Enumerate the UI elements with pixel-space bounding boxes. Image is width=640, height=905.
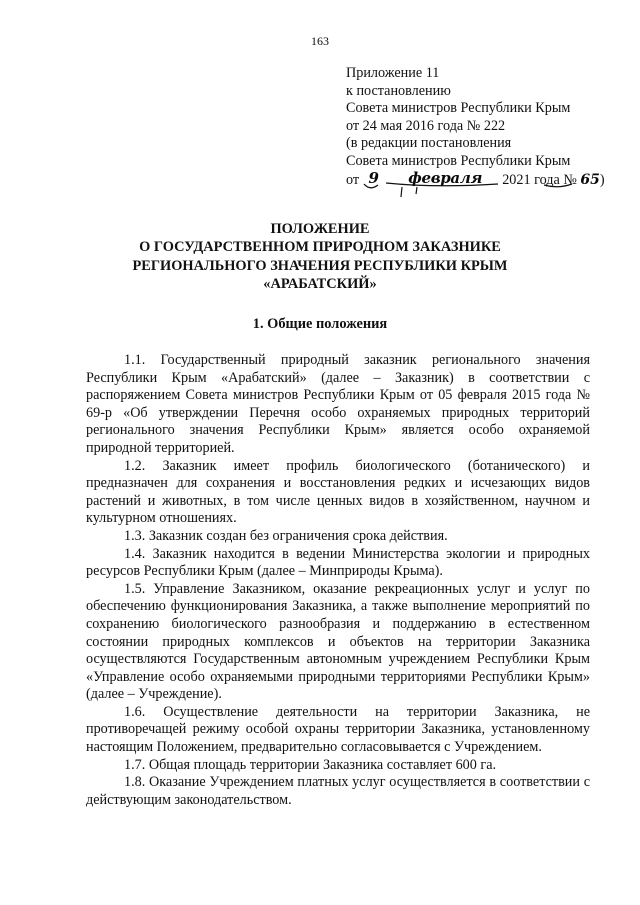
appendix-date-suffix: ) [599,171,605,188]
appendix-year: 2021 года № [502,171,577,188]
title-line: ПОЛОЖЕНИЕ [270,221,370,237]
paragraph-1-7: 1.7. Общая площадь территории Заказника составляет 600 га. [124,756,497,773]
page-number: 163 [311,34,329,48]
appendix-line: Приложение 11 [346,65,440,81]
paragraph-1-8: 1.8. Оказание Учреждением платных услуг осуществляется в соответствии с действующим законодательством. [86,774,590,808]
appendix-date-prefix: от [346,171,360,188]
title-line: О ГОСУДАРСТВЕННОМ ПРИРОДНОМ ЗАКАЗНИКЕ [139,239,501,256]
appendix-line: Совета министров Республики Крым [346,152,571,169]
appendix-line: к постановлению [346,82,451,99]
handwritten-month: февраля [408,168,483,187]
handwriting-underline-icon [346,183,596,209]
handwritten-number: 65 [580,171,600,188]
paragraph-1-5: 1.5. Управление Заказником, оказание рекреационных услуг и услуг по обеспечению функционирования Заказника, а также выполнение мероприятий по сохранению биологического разнообразия и поддержанию в естественном состоянии природных комплексов и объектов на территории Заказника осуществляются Государственным автономным учреждением Республики Крым «Управление особо охраняемыми природными территориями Республики Крым» (далее – Учреждение). [86,580,590,703]
document-body [86,352,590,809]
appendix-line: от 24 мая 2016 года № 222 [346,117,506,134]
paragraph-1-2: 1.2. Заказник имеет профиль биологического (ботанического) и предназначен для сохранения и восстановления редких и исчезающих видов растений и животных, в том числе ценных видов в хозяйственном, научном и культурном отношениях. [86,457,590,527]
title-line: «АРАБАТСКИЙ» [263,276,377,293]
paragraph-1-1: 1.1. Государственный природный заказник регионального значения Республики Крым «Арабатский» (далее – Заказник) в соответствии с распоряжением Совета министров Республики Крым от 05 февраля 2015 года № 69-р «Об утверждении Перечня особо охраняемых природных территорий регионального значения Республики Крым» является особо охраняемой природной территорией. [86,352,590,456]
document-title [0,220,640,294]
appendix-line: (в редакции постановления [346,135,512,152]
appendix-line: Совета министров Республики Крым [346,100,571,117]
paragraph-1-4: 1.4. Заказник находится в ведении Министерства экологии и природных ресурсов Республики Крым (далее – Минприроды Крыма). [86,545,590,580]
section-heading: 1. Общие положения [252,316,388,332]
handwritten-day: 9 [368,168,379,187]
paragraph-1-6: 1.6. Осуществление деятельности на территории Заказника, не противоречащей режиму особой охраны территории Заказника, установленному настоящим Положением, предварительно согласовывается с Учреждением. [86,703,590,756]
paragraph-1-3: 1.3. Заказник создан без ограничения срока действия. [124,527,448,544]
title-line: РЕГИОНАЛЬНОГО ЗНАЧЕНИЯ РЕСПУБЛИКИ КРЫМ [132,257,508,274]
appendix-header [346,65,605,189]
